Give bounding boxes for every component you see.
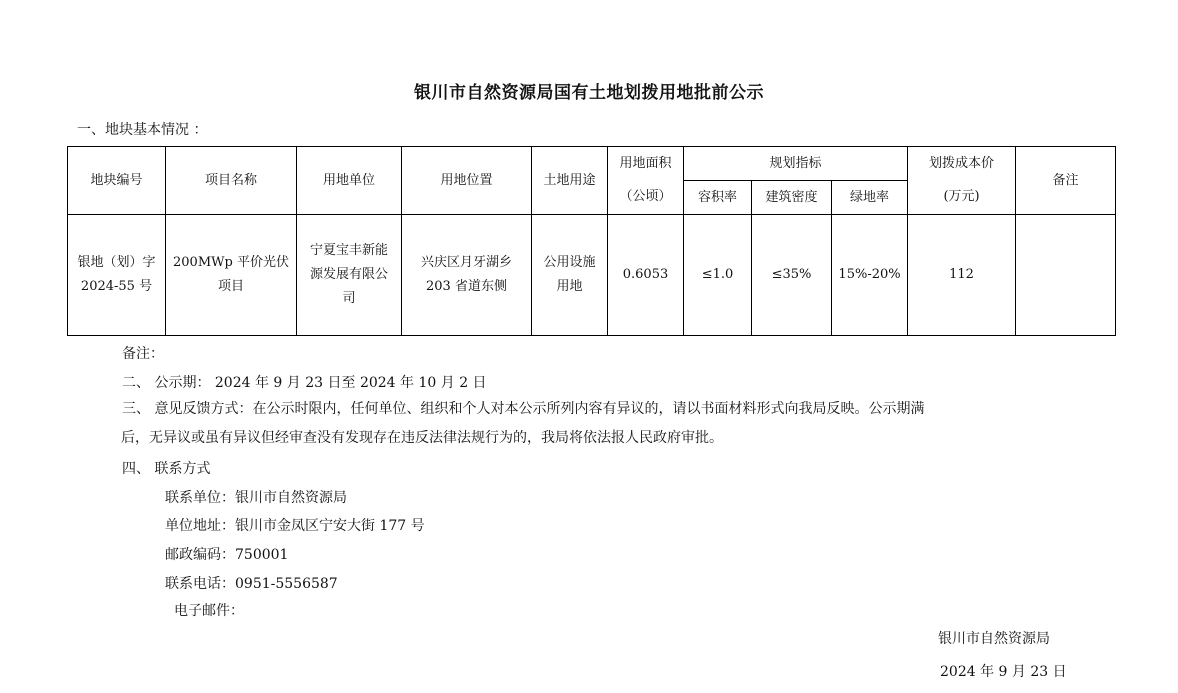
- cell-plot-no: [68, 215, 166, 336]
- cell-project-line1: 200MWp 平价光伏: [173, 255, 289, 270]
- cell-plot-no-line2: 2024-55 号: [80, 279, 153, 294]
- signature-org: 银川市自然资源局: [938, 631, 1050, 647]
- cell-unit: [297, 215, 402, 336]
- table-row: [68, 215, 1116, 336]
- feedback-paragraph: [122, 395, 1112, 453]
- table-header-row: [68, 147, 1116, 181]
- cell-cost: 112: [908, 215, 1016, 336]
- cell-use-line1: 公用设施: [543, 255, 596, 270]
- header-density: 建筑密度: [752, 181, 832, 215]
- contact-phone: 联系电话：0951-5556587: [165, 576, 338, 592]
- header-remark: 备注: [1016, 147, 1116, 215]
- cell-density: ≤35%: [752, 215, 832, 336]
- feedback-line2: 后，无异议或虽有异议但经审查没有发现存在违反法律法规行为的，我局将依法报人民政府审批。: [121, 430, 723, 446]
- section-basic-info-heading: 一、地块基本情况 ：: [77, 122, 208, 138]
- header-unit: 用地单位: [297, 147, 402, 215]
- header-plot-no: 地块编号: [68, 147, 166, 215]
- contact-email: 电子邮件：: [174, 603, 244, 619]
- cell-use: [532, 215, 608, 336]
- cell-use-line2: 用地: [556, 279, 583, 294]
- cell-unit-line2: 源发展有限公: [309, 267, 388, 282]
- header-cost-unit: (万元): [908, 181, 1016, 215]
- header-far: 容积率: [684, 181, 752, 215]
- contact-heading: 四、 联系方式: [122, 461, 211, 477]
- header-location: 用地位置: [402, 147, 532, 215]
- cell-project-line2: 项目: [217, 279, 244, 294]
- contact-address: 单位地址：银川市金凤区宁安大街 177 号: [165, 518, 425, 534]
- cell-location-line1: 兴庆区月牙湖乡: [420, 255, 512, 270]
- land-plot-table: [67, 146, 1116, 336]
- cell-location-line2: 203 省道东侧: [426, 279, 507, 294]
- header-use: 土地用途: [532, 147, 608, 215]
- cell-unit-line1: 宁夏宝丰新能: [309, 243, 388, 258]
- header-area: 用地面积: [608, 147, 684, 181]
- remark-label: 备注：: [122, 346, 164, 362]
- cell-project: [166, 215, 297, 336]
- publicity-period: 二、 公示期： 2024 年 9 月 23 日至 2024 年 10 月 2 日: [122, 375, 487, 391]
- contact-unit: 联系单位：银川市自然资源局: [165, 490, 347, 506]
- header-cost: 划拨成本价: [908, 147, 1016, 181]
- cell-remark: [1016, 215, 1116, 336]
- header-planning: 规划指标: [684, 147, 908, 181]
- cell-green: 15%-20%: [832, 215, 908, 336]
- cell-unit-line3: 司: [342, 291, 356, 306]
- cell-far: ≤1.0: [684, 215, 752, 336]
- header-area-unit: （公顷）: [608, 181, 684, 215]
- cell-plot-no-line1: 银地（划）字: [77, 255, 156, 270]
- cell-location: [402, 215, 532, 336]
- signature-date: 2024 年 9 月 23 日: [940, 664, 1067, 680]
- header-green: 绿地率: [832, 181, 908, 215]
- feedback-line1: 三、 意见反馈方式：在公示时限内，任何单位、组织和个人对本公示所列内容有异议的，请以书面材料形式向我局反映。公示期满: [122, 401, 925, 417]
- cell-area: 0.6053: [608, 215, 684, 336]
- page-title: 银川市自然资源局国有土地划拨用地批前公示: [414, 83, 764, 103]
- header-project: 项目名称: [166, 147, 297, 215]
- contact-zip: 邮政编码：750001: [165, 547, 289, 563]
